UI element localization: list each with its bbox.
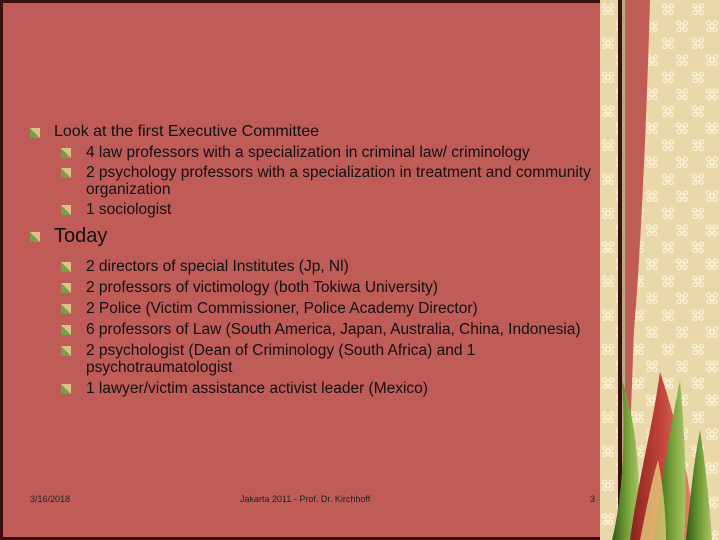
sub-bullet-icon <box>61 168 71 178</box>
sub-bullet-text: 2 psychologist (Dean of Criminology (South Africa) and 1 psychotraumatologist <box>86 342 476 376</box>
sub-bullet-text: 1 lawyer/victim assistance activist leader (Mexico) <box>86 380 428 397</box>
sub-bullet <box>28 300 598 317</box>
footer-date: 3/16/2018 <box>30 494 71 504</box>
sub-bullet-icon <box>61 205 71 215</box>
sub-bullet <box>28 144 598 161</box>
sub-bullet-text: 2 professors of victimology (both Tokiwa University) <box>86 279 439 296</box>
slide-body <box>28 122 598 400</box>
sub-bullet-text: 2 psychology professors with a specialization in treatment and community organization <box>86 164 591 198</box>
bullet-icon <box>30 128 40 138</box>
sub-bullet-icon <box>61 346 71 356</box>
sub-bullet <box>28 201 598 218</box>
sub-bullet <box>28 342 598 376</box>
sub-bullet-text: 1 sociologist <box>86 201 172 218</box>
frame-left-border <box>0 0 3 540</box>
sub-bullet-icon <box>61 384 71 394</box>
sub-bullet-icon <box>61 325 71 335</box>
sub-bullet <box>28 164 598 198</box>
heading-text: Today <box>54 225 108 247</box>
sub-bullet-text: 4 law professors with a specialization in criminal law/ criminology <box>86 144 530 161</box>
decorative-side-panel <box>600 0 720 540</box>
sub-bullet <box>28 258 598 275</box>
footer-title: Jakarta 2011 - Prof. Dr. Kirchhoff <box>240 494 371 504</box>
sub-bullet-text: 2 Police (Victim Commissioner, Police Academy Director) <box>86 300 478 317</box>
sub-bullet-icon <box>61 304 71 314</box>
sub-bullet-text: 2 directors of special Institutes (Jp, Nl) <box>86 258 349 275</box>
sub-bullet <box>28 380 598 397</box>
sub-bullet-text: 6 professors of Law (South America, Japan, Australia, China, Indonesia) <box>86 321 581 338</box>
sub-bullet <box>28 321 598 338</box>
sub-bullet <box>28 279 598 296</box>
bullet-icon <box>30 232 40 242</box>
frame-top-border <box>0 0 618 3</box>
bullet-heading-today <box>28 224 598 248</box>
sub-bullet-icon <box>61 283 71 293</box>
sub-bullet-icon <box>61 148 71 158</box>
sub-bullet-icon <box>61 262 71 272</box>
heading-text: Look at the first Executive Committee <box>54 123 319 140</box>
footer-page-number: 3 <box>590 494 596 504</box>
bullet-heading-first-committee <box>28 122 598 141</box>
